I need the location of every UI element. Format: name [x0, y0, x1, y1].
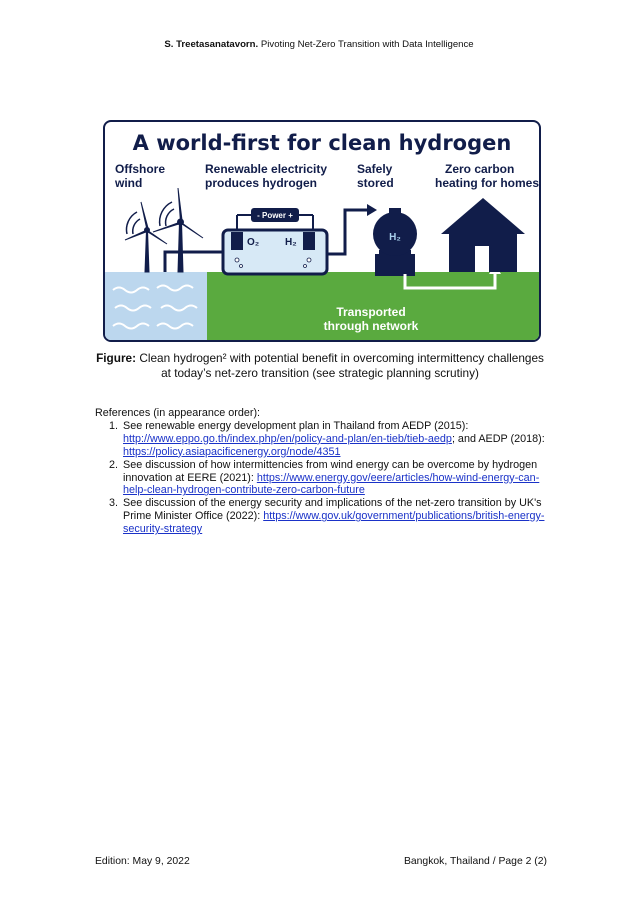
- reference-link[interactable]: http://www.eppo.go.th/index.php/en/policy-and-plan/en-tieb/tieb-aedp: [123, 432, 452, 445]
- hydrogen-infographic: [103, 120, 541, 342]
- h2-label: H₂: [285, 237, 297, 248]
- label-transported-1: Transported: [336, 305, 406, 319]
- label-offshore-2: wind: [115, 176, 143, 190]
- reference-link[interactable]: https://policy.asiapacificenergy.org/node/4351: [123, 445, 341, 458]
- infographic-title: A world-first for clean hydrogen: [132, 131, 512, 155]
- figure-caption: [95, 351, 545, 381]
- references-section: [95, 407, 550, 536]
- label-transported-2: through network: [323, 319, 419, 333]
- footer-page: Bangkok, Thailand / Page 2 (2): [403, 856, 547, 867]
- label-stored-1: Safely: [357, 162, 393, 176]
- figure-caption-lead: Figure:: [96, 351, 137, 365]
- header-author: S. Treetasanatavorn.: [164, 39, 259, 50]
- page-header: [0, 39, 638, 50]
- o2-label: O₂: [247, 237, 260, 248]
- footer-edition: Edition: May 9, 2022: [95, 856, 190, 867]
- label-stored-2: stored: [357, 176, 394, 190]
- reference-item: [121, 497, 550, 536]
- pipe-to-tank: [327, 210, 367, 254]
- electrode-left: [231, 232, 243, 250]
- electrode-right: [303, 232, 315, 250]
- reference-text: See discussion of how intermittencies from wind energy can be overcome by hydrogen innovation at EERE (2021):: [123, 458, 538, 484]
- house-icon: [441, 198, 525, 272]
- arrow-icon: [367, 204, 377, 216]
- label-zero-2: heating for homes: [435, 176, 539, 190]
- reference-text: See renewable energy development plan in Thailand from AEDP (2015):: [123, 419, 469, 432]
- label-renewable-2: produces hydrogen: [205, 176, 318, 190]
- reference-link[interactable]: https://www.gov.uk/government/publications/british-energy-security-strategy: [123, 510, 545, 536]
- label-offshore-1: Offshore: [115, 162, 166, 176]
- references-heading: References (in appearance order):: [95, 407, 261, 419]
- reference-text: See discussion of the energy security and implications of the net-zero transition by UK's Prime Minister Office (2022):: [123, 497, 542, 523]
- header-title: Pivoting Net-Zero Transition with Data Intelligence: [260, 39, 474, 50]
- label-renewable-1: Renewable electricity: [205, 162, 328, 176]
- reference-item: [121, 420, 550, 459]
- infographic-svg: [105, 122, 539, 340]
- reference-text: ; and AEDP (2018):: [451, 432, 545, 445]
- tank-h2-label: H₂: [389, 232, 401, 243]
- reference-link[interactable]: https://www.energy.gov/eere/articles/how-wind-energy-can-help-clean-hydrogen-contribute-zero-carbon-future: [123, 471, 540, 497]
- references-list: [95, 420, 550, 536]
- reference-item: [121, 459, 550, 498]
- wind-arcs-icon: [127, 202, 174, 234]
- pipe-line: [165, 252, 223, 272]
- figure-caption-text: Clean hydrogen² with potential benefit in overcoming intermittency challenges at today’s net-zero transition (see strategic planning scrutiny): [136, 351, 544, 380]
- label-zero-1: Zero carbon: [445, 162, 515, 176]
- power-label: - Power +: [257, 211, 293, 220]
